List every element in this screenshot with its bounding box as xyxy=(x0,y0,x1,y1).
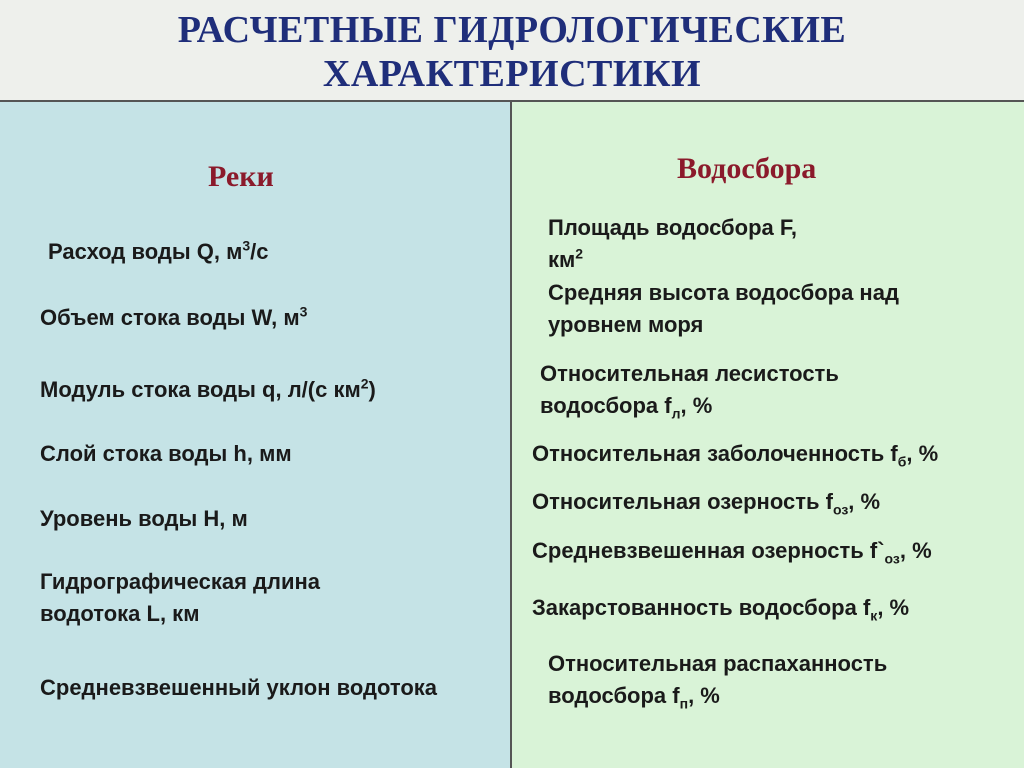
rivers-column xyxy=(0,102,512,768)
catchment-item-weighted-lake-percentage: Средневзвешенная озерность $f`_{оз}$, % xyxy=(532,538,932,567)
catchment-item-plowed-land: Относительная распаханность водосбора $f_п$, % xyxy=(548,651,888,712)
title-bar xyxy=(0,0,1024,102)
rivers-item-runoff-depth: Слой стока воды h, мм xyxy=(40,441,292,466)
catchment-heading: Водосбора xyxy=(677,152,817,185)
catchment-item-lake-percentage: Относительная озерность $f_{оз}$, % xyxy=(532,489,881,518)
rivers-item-stream-slope: Средневзвешенный уклон водотока xyxy=(40,675,437,700)
catchment-item-swampiness: Относительная заболоченность $f_б$, % xyxy=(532,441,939,470)
rivers-item-discharge: Расход воды Q, $м^3/с$ xyxy=(48,237,269,264)
catchment-item-mean-elevation: Средняя высота водосбора над уровнем моря xyxy=(548,280,899,337)
rivers-item-stream-length: Гидрографическая длина водотока L, км xyxy=(40,569,321,626)
catchment-item-forest-cover: Относительная лесистость водосбора $f_л$, % xyxy=(540,361,839,422)
slide-title-line1: РАСЧЕТНЫЕ ГИДРОЛОГИЧЕСКИЕ xyxy=(177,9,847,51)
slide-title-line2: ХАРАКТЕРИСТИКИ xyxy=(322,53,702,95)
rivers-item-runoff-modulus: Модуль стока воды q, л/(с $км^2$) xyxy=(40,375,376,402)
rivers-heading: Реки xyxy=(208,160,274,193)
rivers-item-water-level: Уровень воды H, м xyxy=(40,506,248,531)
rivers-item-runoff-volume: Объем стока воды W, $м^3$ xyxy=(40,303,308,330)
slide-title xyxy=(0,0,1024,96)
catchment-item-karst: Закарстованность водосбора $f_к$, % xyxy=(532,595,910,624)
catchment-column xyxy=(512,102,1024,768)
catchment-item-area: Площадь водосбора F, $км^2$ xyxy=(548,215,797,272)
